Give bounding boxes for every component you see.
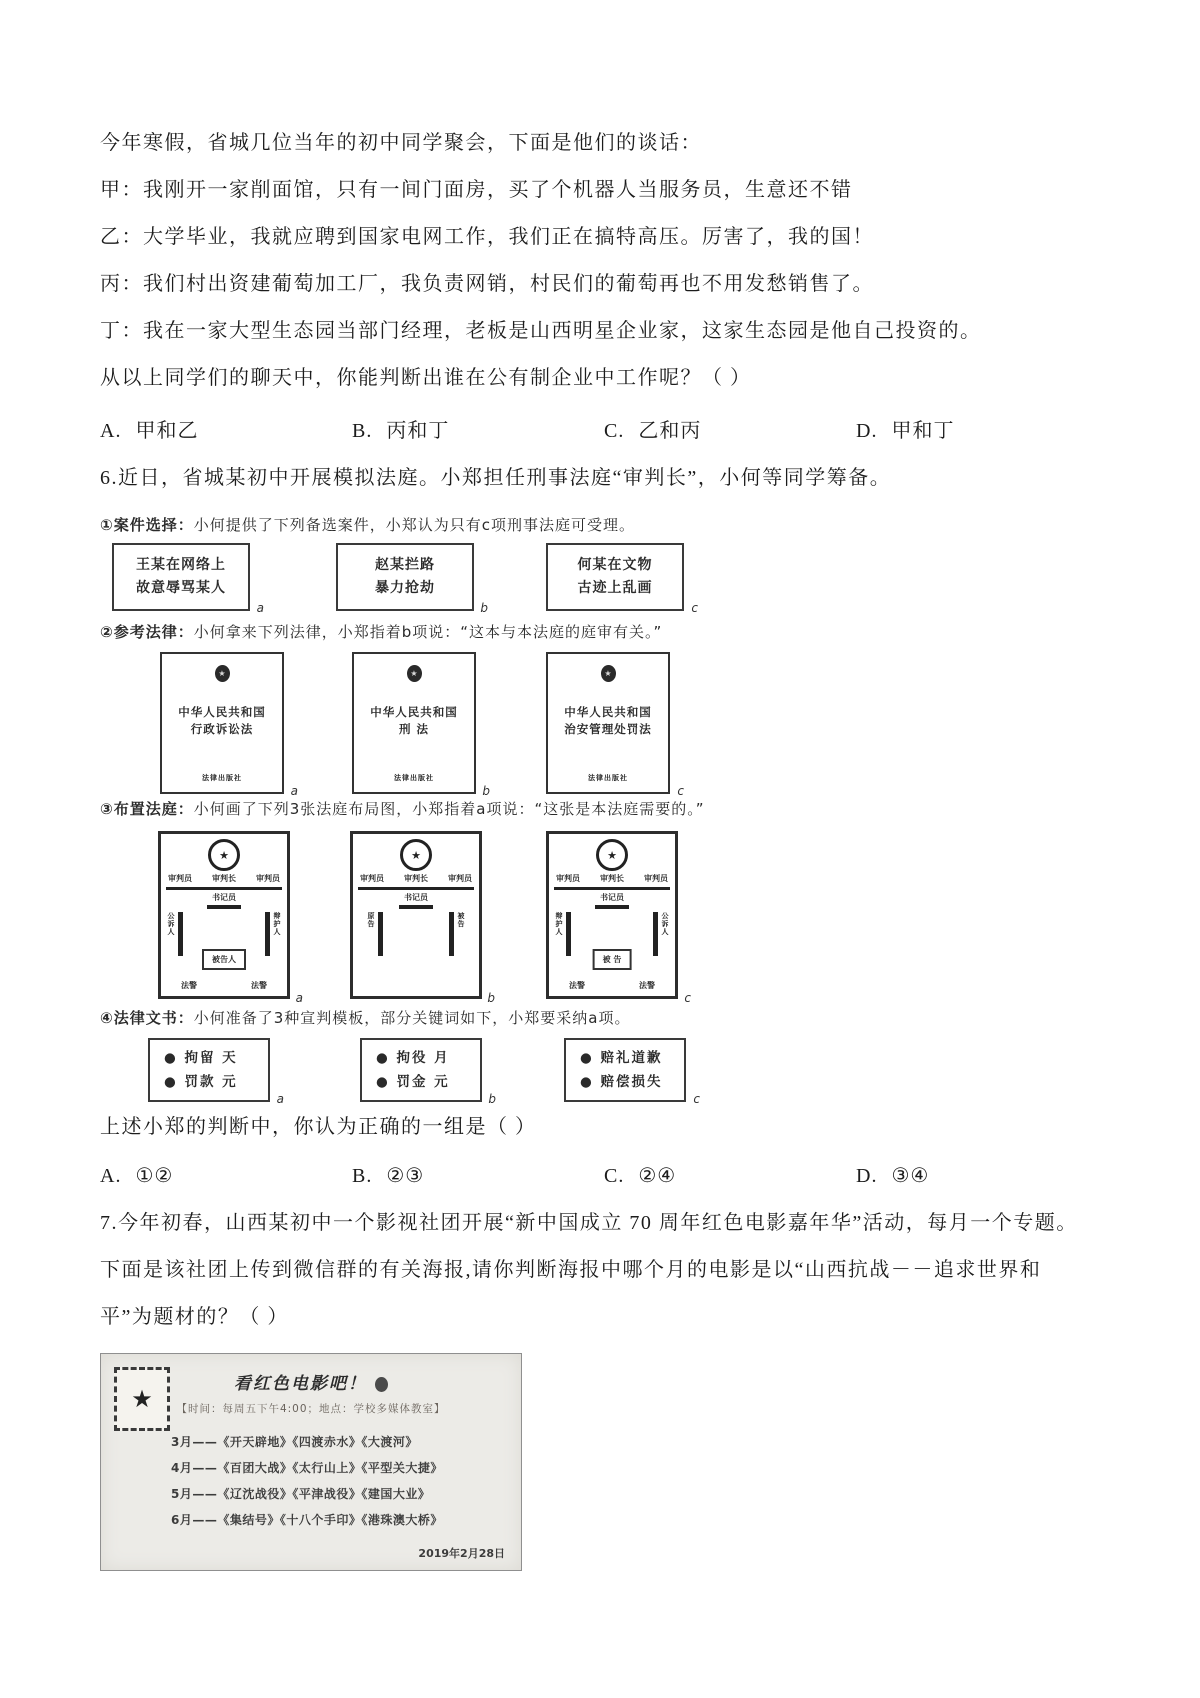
q6-stem: 6.近日，省城某初中开展模拟法庭。小郑担任刑事法庭“审判长”，小何等同学筹备。 bbox=[100, 467, 892, 489]
judges-row bbox=[161, 873, 287, 884]
template-c-tag: c bbox=[693, 1092, 700, 1106]
layout-c-wrap bbox=[546, 831, 691, 1005]
emblem-icon bbox=[375, 1377, 388, 1392]
book-row bbox=[100, 652, 1110, 798]
case-c-line1: 何某在文物 bbox=[577, 557, 653, 573]
step3-text: 小何画了下列3张法庭布局图，小郑指着a项说：“这张是本法庭需要的。” bbox=[193, 800, 705, 818]
q6-option-c bbox=[604, 1163, 856, 1188]
law-book-a bbox=[160, 652, 284, 794]
judge-chief-label: 审判长 bbox=[600, 874, 624, 883]
book-a-title2: 行政诉讼法 bbox=[190, 722, 254, 736]
courtroom-layout-b bbox=[350, 831, 482, 999]
poster-subtitle: 【时间：每周五下午4:00；地点：学校多媒体教室】 bbox=[176, 1403, 446, 1415]
law-book-c bbox=[546, 652, 670, 794]
book-b-tag: b bbox=[482, 784, 490, 798]
clerk-desk bbox=[207, 905, 241, 909]
option-text: 乙和丙 bbox=[638, 420, 702, 442]
layout-a-wrap bbox=[158, 831, 303, 1005]
case-b-tag: b bbox=[480, 601, 488, 615]
book-b-title1: 中华人民共和国 bbox=[370, 705, 458, 719]
q5-option-c bbox=[604, 414, 856, 443]
judge-right-label: 审判员 bbox=[448, 874, 472, 883]
q6-options bbox=[100, 1163, 1110, 1188]
option-label: C. bbox=[604, 420, 625, 442]
right-party-label: 公诉人 bbox=[661, 912, 669, 936]
defendant-box: 被告人 bbox=[202, 949, 246, 970]
dialog-ding: 丁：我在一家大型生态园当部门经理，老板是山西明星企业家，这家生态园是他自己投资的。 bbox=[100, 320, 982, 342]
national-emblem-icon bbox=[596, 839, 628, 871]
schedule-row-june: 6月——《集结号》《十八个手印》《港珠澳大桥》 bbox=[171, 1513, 443, 1527]
dialog-bing: 丙：我们村出资建葡萄加工厂，我负责网销，村民们的葡萄再也不用发愁销售了。 bbox=[100, 273, 874, 295]
case-b-wrap bbox=[336, 543, 488, 615]
bailiff-right-label: 法警 bbox=[251, 981, 267, 990]
option-label: C. bbox=[604, 1165, 625, 1187]
step3-heading bbox=[100, 798, 1110, 819]
poster-schedule bbox=[171, 1429, 521, 1533]
option-label: B. bbox=[352, 420, 373, 442]
law-book-b bbox=[352, 652, 476, 794]
clerk-label: 书记员 bbox=[212, 893, 236, 902]
left-party-label: 公诉人 bbox=[167, 912, 175, 936]
option-text: 丙和丁 bbox=[386, 420, 450, 442]
right-desk bbox=[449, 912, 454, 956]
national-emblem-icon bbox=[601, 665, 616, 682]
template-c-line2: ● 赔偿损失 bbox=[580, 1074, 663, 1090]
case-row bbox=[100, 543, 1110, 615]
step1-heading bbox=[100, 514, 1110, 535]
case-b-line1: 赵某拦路 bbox=[375, 557, 435, 573]
step2-heading bbox=[100, 621, 1110, 642]
option-text: 甲和乙 bbox=[135, 420, 199, 442]
q6-question: 上述小郑的判断中，你认为正确的一组是（ ） bbox=[100, 1116, 537, 1138]
judge-right-label: 审判员 bbox=[256, 874, 280, 883]
template-c bbox=[564, 1038, 686, 1102]
right-party-label: 辩护人 bbox=[273, 912, 281, 936]
dialog-yi: 乙：大学毕业，我就应聘到国家电网工作，我们正在搞特高压。厉害了，我的国！ bbox=[100, 226, 874, 248]
book-b-title bbox=[354, 704, 474, 738]
template-b bbox=[360, 1038, 482, 1102]
judges-row bbox=[549, 873, 675, 884]
case-c-line2: 古迹上乱画 bbox=[577, 580, 653, 596]
template-a-line2: ● 罚款 元 bbox=[164, 1074, 238, 1090]
bailiff-left-label: 法警 bbox=[181, 981, 197, 990]
book-c-title2: 治安管理处罚法 bbox=[564, 722, 652, 736]
case-a-wrap bbox=[112, 543, 264, 615]
layout-b-tag: b bbox=[487, 991, 495, 1005]
film-club-logo-icon bbox=[114, 1367, 170, 1431]
courtroom-row bbox=[100, 831, 1110, 1005]
q5-option-b bbox=[352, 414, 604, 443]
intro-text: 今年寒假，省城几位当年的初中同学聚会，下面是他们的谈话： bbox=[100, 132, 702, 154]
option-label: D. bbox=[856, 420, 878, 442]
q7-stem-line1: 7.今年初春，山西某初中一个影视社团开展“新中国成立 70 周年红色电影嘉年华”活动，每月一个专题。 bbox=[100, 1212, 1078, 1234]
q5-options bbox=[100, 414, 1110, 443]
courtroom-layout-a bbox=[158, 831, 290, 999]
case-c-wrap bbox=[546, 543, 698, 615]
step4-text: 小何准备了3种宣判模板，部分关键词如下，小郑要采纳a项。 bbox=[193, 1009, 631, 1027]
national-emblem-icon bbox=[215, 665, 230, 682]
judge-left-label: 审判员 bbox=[360, 874, 384, 883]
layout-b-wrap bbox=[350, 831, 495, 1005]
right-desk bbox=[265, 912, 270, 956]
step2-text: 小何拿来下列法律，小郑指着b项说：“这本与本法庭的庭审有关。” bbox=[193, 623, 663, 641]
left-desk bbox=[378, 912, 383, 956]
option-text: ②④ bbox=[638, 1165, 677, 1187]
q5-option-d bbox=[856, 414, 1108, 443]
option-text: ③④ bbox=[891, 1165, 930, 1187]
case-a-line1: 王某在网络上 bbox=[136, 557, 226, 573]
clerk-label: 书记员 bbox=[404, 893, 428, 902]
step4-label: ④法律文书： bbox=[100, 1009, 194, 1027]
template-b-line2: ● 罚金 元 bbox=[376, 1074, 450, 1090]
layout-a-tag: a bbox=[295, 991, 303, 1005]
clerk-desk bbox=[595, 905, 629, 909]
step2-label: ②参考法律： bbox=[100, 623, 194, 641]
book-a-title bbox=[162, 704, 282, 738]
book-b-publisher: 法律出版社 bbox=[394, 774, 434, 782]
courtroom-layout-c bbox=[546, 831, 678, 999]
option-text: ②③ bbox=[386, 1165, 425, 1187]
bench-divider bbox=[166, 887, 282, 890]
judge-right-label: 审判员 bbox=[644, 874, 668, 883]
right-desk bbox=[653, 912, 658, 956]
poster-date: 2019年2月28日 bbox=[418, 1547, 505, 1560]
national-emblem-icon bbox=[208, 839, 240, 871]
case-c bbox=[546, 543, 684, 611]
schedule-row-april: 4月——《百团大战》《太行山上》《平型关大捷》 bbox=[171, 1461, 443, 1475]
layout-c-tag: c bbox=[684, 991, 691, 1005]
judge-chief-label: 审判长 bbox=[404, 874, 428, 883]
book-b-title2: 刑 法 bbox=[398, 722, 429, 736]
q5-question: 从以上同学们的聊天中，你能判断出谁在公有制企业中工作呢？（ ） bbox=[100, 367, 752, 389]
case-a-tag: a bbox=[256, 601, 264, 615]
book-c-wrap bbox=[546, 652, 684, 798]
template-a bbox=[148, 1038, 270, 1102]
clerk-desk bbox=[399, 905, 433, 909]
case-a bbox=[112, 543, 250, 611]
book-c-tag: c bbox=[677, 784, 684, 798]
dialog-jia: 甲：我刚开一家削面馆，只有一间门面房，买了个机器人当服务员，生意还不错 bbox=[100, 179, 853, 201]
template-b-tag: b bbox=[488, 1092, 496, 1106]
clerk-label: 书记员 bbox=[600, 893, 624, 902]
schedule-row-may: 5月——《辽沈战役》《平津战役》《建国大业》 bbox=[171, 1487, 431, 1501]
q6-option-a bbox=[100, 1163, 352, 1188]
left-party-label: 原告 bbox=[367, 912, 375, 928]
template-b-wrap bbox=[360, 1038, 496, 1106]
q7-stem-line2: 下面是该社团上传到微信群的有关海报,请你判断海报中哪个月的电影是以“山西抗战－－追求世界和 bbox=[100, 1259, 1042, 1281]
movie-poster bbox=[100, 1353, 522, 1571]
case-b bbox=[336, 543, 474, 611]
step1-label: ①案件选择： bbox=[100, 516, 194, 534]
template-a-tag: a bbox=[276, 1092, 284, 1106]
judge-left-label: 审判员 bbox=[168, 874, 192, 883]
option-label: B. bbox=[352, 1165, 373, 1187]
template-c-line1: ● 赔礼道歉 bbox=[580, 1050, 663, 1066]
template-b-line1: ● 拘役 月 bbox=[376, 1050, 450, 1066]
schedule-row-march: 3月——《开天辟地》《四渡赤水》《大渡河》 bbox=[171, 1435, 418, 1449]
book-c-title bbox=[548, 704, 668, 738]
bailiff-left-label: 法警 bbox=[569, 981, 585, 990]
book-b-wrap bbox=[352, 652, 490, 798]
q6-figure bbox=[100, 514, 1110, 1106]
template-a-wrap bbox=[148, 1038, 284, 1106]
q6-option-d bbox=[856, 1163, 1108, 1188]
case-a-line2: 故意辱骂某人 bbox=[136, 580, 226, 596]
judge-left-label: 审判员 bbox=[556, 874, 580, 883]
poster-title: 看红色电影吧！ bbox=[234, 1374, 367, 1394]
judge-chief-label: 审判长 bbox=[212, 874, 236, 883]
q6-option-b bbox=[352, 1163, 604, 1188]
step3-label: ③布置法庭： bbox=[100, 800, 194, 818]
case-c-tag: c bbox=[691, 601, 698, 615]
option-label: D. bbox=[856, 1165, 878, 1187]
book-c-publisher: 法律出版社 bbox=[588, 774, 628, 782]
step1-text: 小何提供了下列备选案件，小郑认为只有c项刑事法庭可受理。 bbox=[193, 516, 635, 534]
template-a-line1: ● 拘留 天 bbox=[164, 1050, 238, 1066]
template-c-wrap bbox=[564, 1038, 700, 1106]
option-label: A. bbox=[100, 1165, 122, 1187]
book-a-wrap bbox=[160, 652, 298, 798]
q5-option-a bbox=[100, 414, 352, 443]
national-emblem-icon bbox=[400, 839, 432, 871]
option-text: 甲和丁 bbox=[891, 420, 955, 442]
option-label: A. bbox=[100, 420, 122, 442]
bench-divider bbox=[358, 887, 474, 890]
left-desk bbox=[178, 912, 183, 956]
left-party-label: 辩护人 bbox=[555, 912, 563, 936]
left-desk bbox=[566, 912, 571, 956]
judges-row bbox=[353, 873, 479, 884]
step4-heading bbox=[100, 1007, 1110, 1028]
book-c-title1: 中华人民共和国 bbox=[564, 705, 652, 719]
bailiff-right-label: 法警 bbox=[639, 981, 655, 990]
national-emblem-icon bbox=[407, 665, 422, 682]
case-b-line2: 暴力抢劫 bbox=[375, 580, 435, 596]
book-a-title1: 中华人民共和国 bbox=[178, 705, 266, 719]
book-a-tag: a bbox=[290, 784, 298, 798]
book-a-publisher: 法律出版社 bbox=[202, 774, 242, 782]
bench-divider bbox=[554, 887, 670, 890]
option-text: ①② bbox=[135, 1165, 174, 1187]
template-row bbox=[100, 1038, 1110, 1106]
defendant-box: 被 告 bbox=[593, 949, 632, 970]
right-party-label: 被告 bbox=[457, 912, 465, 928]
q7-stem-line3: 平”为题材的？（ ） bbox=[100, 1306, 289, 1328]
